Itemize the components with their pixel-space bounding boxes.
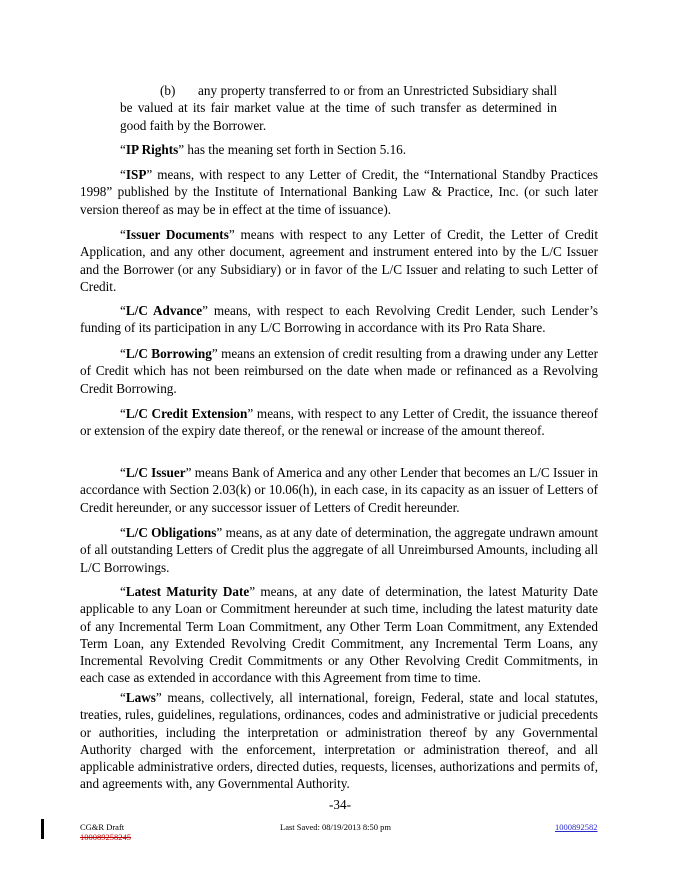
definition-lc-credit-extension: “L/C Credit Extension” means, with respect to any Letter of Credit, the issuance thereof or extension of the expiry date thereof, or the renewal or increase of the amount thereof. (80, 406, 598, 439)
clause-b (120, 82, 557, 134)
definition-latest-maturity-date: “Latest Maturity Date” means, at any date of determination, the latest Maturity Date applicable to any Loan or Commitment hereunder at such time, including the latest maturity date of any Incremental Term Loan Commitment, any Other Term Loan Commitment, any Extended Term Loan, any Extended Revolving Credit Commitment, any Incremental Term Loans, any Incremental Revolving Credit Commitments or any Other Revolving Credit Commitments, in each case as extended in accordance with this Agreement from time to time. (80, 584, 598, 686)
definition-laws: “Laws” means, collectively, all international, foreign, Federal, state and local statutes, treaties, rules, guidelines, regulations, ordinances, codes and administrative or judicial precedents or authorities, including the interpretation or administration thereof by any Governmental Authority charged with the enforcement, interpretation or administration thereof, and all applicable administrative orders, directed duties, requests, licenses, authorizations and permits of, and agreements with, any Governmental Authority. (80, 690, 598, 792)
definition-ip-rights: “IP Rights” has the meaning set forth in Section 5.16. (120, 142, 407, 157)
defined-term: L/C Credit Extension (125, 406, 248, 421)
definition-text: means an extension of credit resulting from a drawing under any Letter of Credit which has not been reimbursed on the date when made or refinanced as a Revolving Credit Borrowing. (80, 346, 598, 396)
definition-text: means with respect to any Letter of Credit, the Letter of Credit Application, and any other document, agreement and instrument entered into by the L/C Issuer and the Borrower (or any Subsidiary) or in favor of the L/C Issuer and relating to such Letter of Credit. (80, 227, 599, 294)
definition-text: means, collectively, all international, foreign, Federal, state and local statutes, treaties, rules, guidelines, regulations, ordinances, codes and administrative or judicial precedents or authorities, including the interpretation or administration thereof by any Governmental Authority charged with the enforcement, interpretation or administration thereof, and all applicable administrative orders, directed duties, requests, licenses, authorizations and permits of, and agreements with, any Governmental Authority. (80, 690, 598, 792)
definition-text: means, with respect to any Letter of Credit, the issuance thereof or extension of the expiry date thereof, or the renewal or increase of the amount thereof. (80, 406, 598, 439)
definition-text: means, at any date of determination, the latest Maturity Date applicable to any Loan or Commitment hereunder at such time, including the latest maturity date of any Incremental Term Loan Commitment, any Other Term Loan Commitment, any Extended Term Loan, any Extended Revolving Credit Commitment, any Incremental Term Loans, any Incremental Revolving Credit Commitments or any Other Revolving Credit Commitments, in each case as extended in accordance with this Agreement from time to time. (80, 584, 598, 686)
definition-text: has the meaning set forth in Section 5.16. (184, 142, 407, 157)
defined-term: L/C Borrowing (125, 346, 212, 361)
definition-lc-issuer: “L/C Issuer” means Bank of America and any other Lender that becomes an L/C Issuer in accordance with Section 2.03(k) or 10.06(h), in each case, in its capacity as an issuer of Letters of Credit hereunder, or any successor issuer of Letters of Credit hereunder. (80, 465, 599, 515)
defined-term: L/C Advance (125, 303, 203, 318)
definition-text: means, with respect to each Revolving Credit Lender, such Lender’s funding of its participation in any L/C Borrowing in accordance with its Pro Rata Share. (80, 303, 598, 336)
definition-text: means, with respect to any Letter of Credit, the “International Standby Practices 1998” published by the Institute of International Banking Law & Practice, Inc. (or such later version thereof as may be in effect at the time of issuance). (80, 167, 598, 217)
defined-term: IP Rights (125, 142, 179, 157)
definition-text: means Bank of America and any other Lender that becomes an L/C Issuer in accordance with Section 2.03(k) or 10.06(h), in each case, in its capacity as an issuer of Letters of Credit hereunder, or any successor issuer of Letters of Credit hereunder. (80, 465, 599, 515)
definition-issuer-documents: “Issuer Documents” means with respect to any Letter of Credit, the Letter of Credit Application, and any other document, agreement and instrument entered into by the L/C Issuer and the Borrower (or any Subsidiary) or in favor of the L/C Issuer and relating to such Letter of Credit. (80, 227, 599, 294)
definition-text: means, as at any date of determination, the aggregate undrawn amount of all outstanding Letters of Credit plus the aggregate of all Unreimbursed Amounts, including all L/C Borrowings. (80, 525, 598, 575)
defined-term: Issuer Documents (125, 227, 229, 242)
footer-deleted-doc-number: 100089258245 (80, 832, 131, 842)
definition-isp: “ISP” means, with respect to any Letter of Credit, the “International Standby Practices 1998” published by the Institute of International Banking Law & Practice, Inc. (or such later version thereof as may be in effect at the time of issuance). (80, 167, 598, 217)
clause-text: any property transferred to or from an Unrestricted Subsidiary shall be valued at its fair market value at the time of such transfer as determined in good faith by the Borrower. (120, 83, 557, 133)
footer-draft-text: CG&R Draft (80, 822, 125, 832)
footer-draft-label (80, 822, 131, 842)
defined-term: L/C Obligations (125, 525, 217, 540)
defined-term: Laws (125, 690, 156, 705)
definition-lc-borrowing: “L/C Borrowing” means an extension of credit resulting from a drawing under any Letter of Credit which has not been reimbursed on the date when made or refinanced as a Revolving Credit Borrowing. (80, 346, 598, 396)
defined-term: L/C Issuer (125, 465, 186, 480)
definition-lc-obligations: “L/C Obligations” means, as at any date of determination, the aggregate undrawn amount of all outstanding Letters of Credit plus the aggregate of all Unreimbursed Amounts, including all L/C Borrowings. (80, 525, 598, 575)
defined-term: Latest Maturity Date (125, 584, 250, 599)
footer-doc-number-link[interactable]: 1000892582 (555, 822, 598, 832)
page-number: -34- (329, 797, 351, 812)
revision-change-bar (41, 819, 44, 839)
definition-lc-advance: “L/C Advance” means, with respect to each Revolving Credit Lender, such Lender’s funding of its participation in any L/C Borrowing in accordance with its Pro Rata Share. (80, 303, 598, 336)
clause-label: (b) (160, 83, 176, 98)
footer-last-saved: Last Saved: 08/19/2013 8:50 pm (280, 822, 391, 832)
defined-term: ISP (125, 167, 147, 182)
